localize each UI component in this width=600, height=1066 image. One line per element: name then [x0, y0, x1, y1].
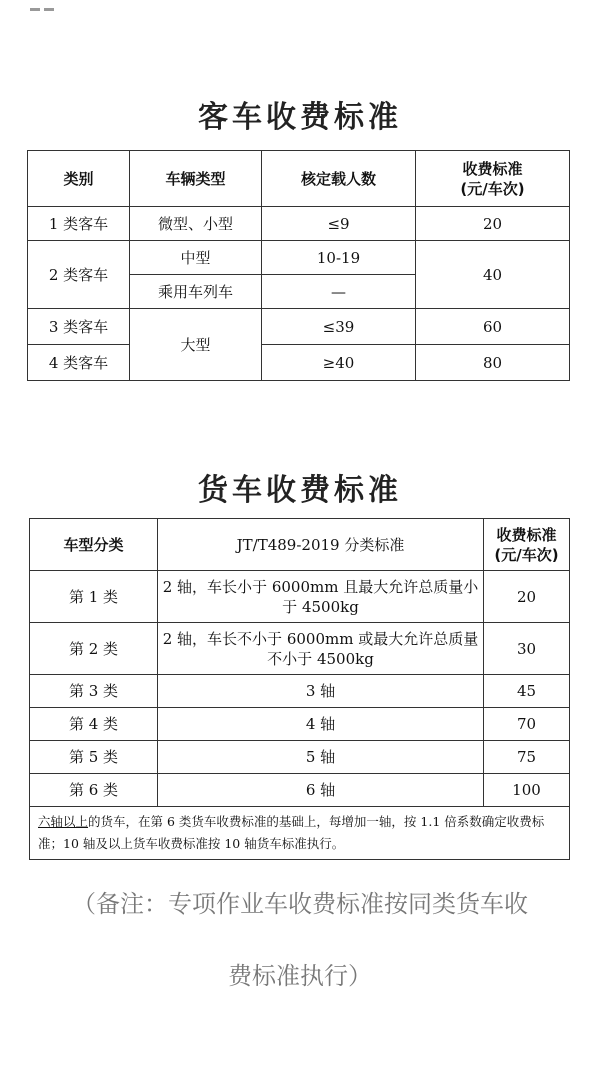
fee-cell: 40: [416, 241, 570, 309]
axle-note-text: 的货车，在第 6 类货车收费标准的基础上，每增加一轴，按 1.1 倍系数确定收费标准；10 轴及以上货车收费标准按 10 轴货车标准执行。: [38, 814, 545, 851]
standard-cell: 4 轴: [158, 708, 484, 741]
vehicle-type-cell: 微型、小型: [130, 207, 262, 241]
header-fee-label: 收费标准: [462, 159, 523, 178]
fee-cell: 45: [484, 675, 570, 708]
header-category: 类别: [28, 151, 130, 207]
header-fee: [484, 519, 570, 571]
header-fee-unit: (元/车次): [494, 545, 559, 564]
fee-cell: 80: [416, 345, 570, 381]
table-header-row: [28, 151, 570, 207]
table-note-row: [30, 807, 570, 860]
table-row: [28, 207, 570, 241]
category-cell: 1 类客车: [28, 207, 130, 241]
seats-cell: ≥40: [262, 345, 416, 381]
category-cell: 3 类客车: [28, 309, 130, 345]
standard-cell: 5 轴: [158, 741, 484, 774]
seats-cell: ≤9: [262, 207, 416, 241]
remark-line-1: （备注：专项作业车收费标准按同类货车收: [72, 890, 528, 918]
header-fee-label: 收费标准: [496, 525, 557, 544]
class-cell: 第 6 类: [30, 774, 158, 807]
class-cell: 第 2 类: [30, 623, 158, 675]
table-row: [28, 345, 570, 381]
table-row: [30, 708, 570, 741]
truck-fee-table: [29, 518, 570, 860]
table-row: [30, 675, 570, 708]
fee-cell: 75: [484, 741, 570, 774]
header-truck-class: 车型分类: [30, 519, 158, 571]
passenger-fee-table: [27, 150, 570, 381]
header-seats: 核定载人数: [262, 151, 416, 207]
category-cell: 2 类客车: [28, 241, 130, 309]
header-fee-unit: (元/车次): [460, 179, 525, 198]
header-fee: [416, 151, 570, 207]
standard-cell: 3 轴: [158, 675, 484, 708]
fee-cell: 20: [484, 571, 570, 623]
seats-cell: ≤39: [262, 309, 416, 345]
vehicle-type-cell: 中型: [130, 241, 262, 275]
table-row: [30, 774, 570, 807]
truck-table-title: 货车收费标准: [198, 473, 402, 508]
class-cell: 第 1 类: [30, 571, 158, 623]
seats-cell: —: [262, 275, 416, 309]
axle-note-underlined: 六轴以上: [38, 814, 89, 829]
passenger-table-title: 客车收费标准: [198, 100, 402, 135]
top-edge-mark: [30, 0, 70, 4]
table-header-row: [30, 519, 570, 571]
class-cell: 第 4 类: [30, 708, 158, 741]
fee-cell: 70: [484, 708, 570, 741]
table-row: [30, 571, 570, 623]
table-row: [28, 241, 570, 275]
class-cell: 第 5 类: [30, 741, 158, 774]
standard-cell: 2 轴，车长不小于 6000mm 或最大允许总质量不小于 4500kg: [158, 623, 484, 675]
seats-cell: 10-19: [262, 241, 416, 275]
fee-cell: 30: [484, 623, 570, 675]
axle-note: [30, 807, 570, 860]
table-row: [30, 623, 570, 675]
standard-cell: 6 轴: [158, 774, 484, 807]
table-row: [28, 309, 570, 345]
table-row: [30, 741, 570, 774]
fee-cell: 20: [416, 207, 570, 241]
header-jt-standard: JT/T489-2019 分类标准: [158, 519, 484, 571]
remark-line-2: 费标准执行）: [228, 962, 372, 990]
category-cell: 4 类客车: [28, 345, 130, 381]
vehicle-type-cell: 乘用车列车: [130, 275, 262, 309]
standard-cell: 2 轴，车长小于 6000mm 且最大允许总质量小于 4500kg: [158, 571, 484, 623]
class-cell: 第 3 类: [30, 675, 158, 708]
fee-cell: 100: [484, 774, 570, 807]
vehicle-type-cell: 大型: [130, 309, 262, 381]
header-vehicle-type: 车辆类型: [130, 151, 262, 207]
fee-cell: 60: [416, 309, 570, 345]
